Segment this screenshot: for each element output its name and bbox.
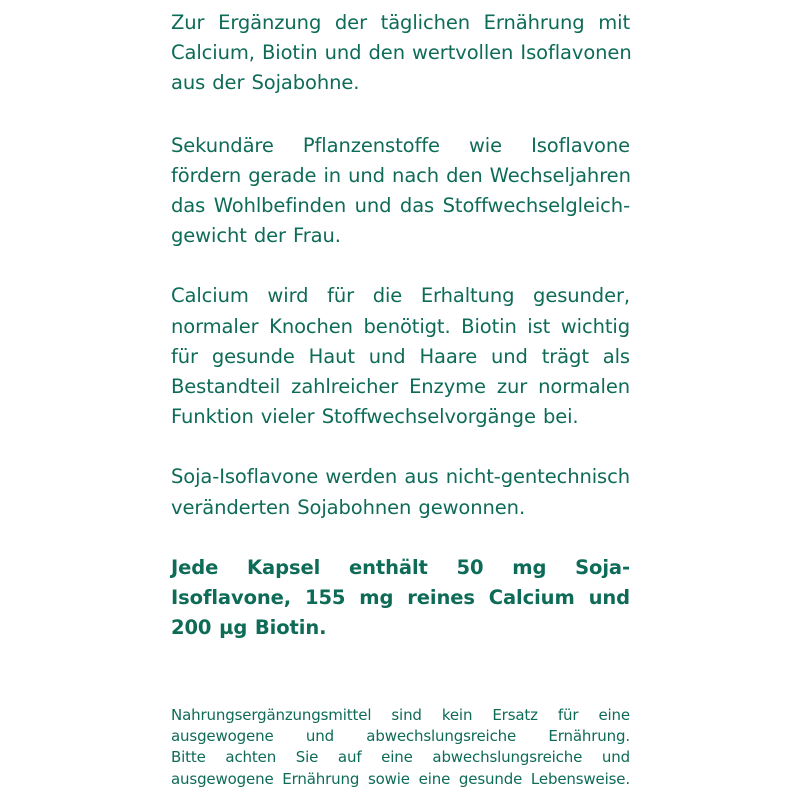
soy-origin-paragraph bbox=[171, 462, 630, 522]
text-line: Bestandteil zahlreicher Enzyme zur normalen bbox=[171, 375, 630, 399]
disclaimer bbox=[171, 705, 630, 790]
capsule-content-paragraph bbox=[171, 553, 630, 644]
product-description bbox=[171, 8, 630, 643]
intro-paragraph bbox=[171, 8, 630, 99]
text-line: Calcium, Biotin und den wertvollen Isoflavonen bbox=[171, 41, 632, 65]
text-line: gewicht der Frau. bbox=[171, 224, 341, 248]
text-line: fördern gerade in und nach den Wechseljahren bbox=[171, 163, 631, 187]
text-line: ausgewogene Ernährung sowie eine gesunde Lebensweise. bbox=[171, 769, 630, 788]
isoflavone-paragraph bbox=[171, 131, 630, 252]
text-line: Nahrungsergänzungsmittel sind kein Ersatz für eine bbox=[171, 706, 630, 724]
text-line: ausgewogene und abwechslungsreiche Ernährung. bbox=[171, 727, 630, 746]
text-line: Zur Ergänzung der täglichen Ernährung mit bbox=[171, 11, 630, 34]
text-line: Jede Kapsel enthält 50 mg Soja- bbox=[171, 555, 630, 579]
text-line: Isoflavone, 155 mg reines Calcium und bbox=[171, 586, 630, 610]
text-line: Sekundäre Pflanzenstoffe wie Isoflavone bbox=[171, 133, 630, 157]
text-line: aus der Sojabohne. bbox=[171, 71, 360, 95]
text-line: 200 µg Biotin. bbox=[171, 616, 327, 640]
text-line: Funktion vieler Stoffwechselvorgänge bei. bbox=[171, 405, 579, 429]
text-line: das Wohlbefinden und das Stoffwechselgleich- bbox=[171, 194, 630, 218]
calcium-biotin-paragraph bbox=[171, 281, 630, 432]
text-line: für gesunde Haut und Haare und trägt als bbox=[171, 344, 630, 368]
text-line: veränderten Sojabohnen gewonnen. bbox=[171, 495, 526, 519]
text-line: Bitte achten Sie auf eine abwechslungsreiche und bbox=[171, 748, 630, 767]
text-line: Soja-Isoflavone werden aus nicht-gentechnisch bbox=[171, 465, 630, 489]
text-line: Calcium wird für die Erhaltung gesunder, bbox=[171, 284, 630, 308]
text-line: normaler Knochen benötigt. Biotin ist wichtig bbox=[171, 314, 630, 338]
